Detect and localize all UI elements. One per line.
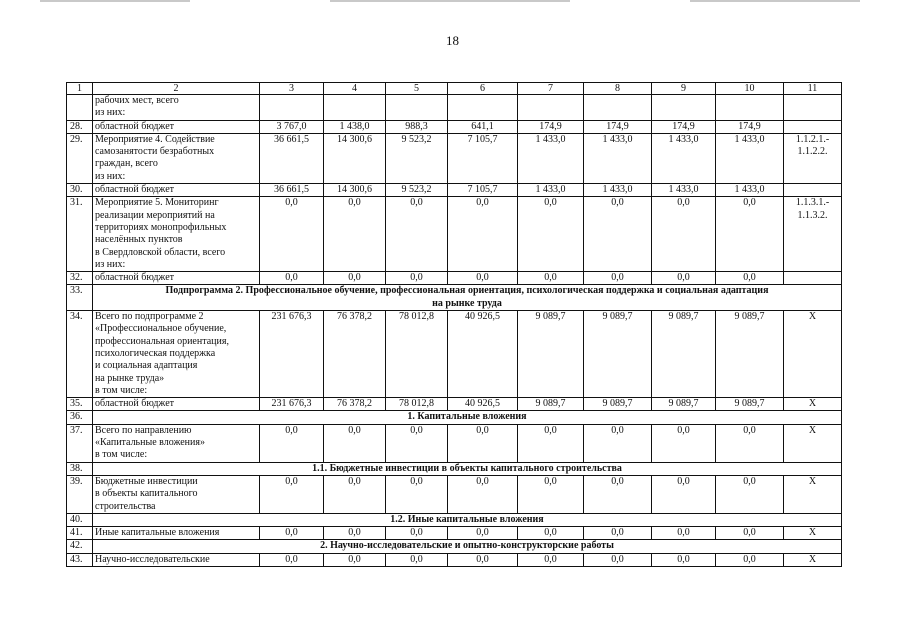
- target-code-text: Х: [808, 424, 817, 436]
- target-code: [784, 184, 842, 197]
- column-header: 5: [386, 83, 448, 95]
- value-cell: 9 523,2: [386, 184, 448, 197]
- value-cell: 0,0: [652, 424, 716, 462]
- value-cell: 0,0: [260, 272, 324, 285]
- section-title-text: 2. Научно-исследовательские и опытно-конструкторские работы: [320, 540, 614, 552]
- value-cell: 3 767,0: [260, 120, 324, 133]
- row-number: 29.: [67, 133, 93, 183]
- value-cell: [448, 95, 518, 121]
- value-cell: 0,0: [584, 475, 652, 513]
- value-cell: 231 676,3: [260, 398, 324, 411]
- table-row: [67, 95, 842, 121]
- value-cell: 0,0: [386, 475, 448, 513]
- value-cell: 0,0: [386, 272, 448, 285]
- table-row: [67, 133, 842, 183]
- value-cell: 0,0: [518, 475, 584, 513]
- target-code-text: Х: [808, 398, 817, 410]
- target-code: [784, 95, 842, 121]
- value-cell: 9 523,2: [386, 133, 448, 183]
- value-cell: 0,0: [652, 272, 716, 285]
- value-cell: 78 012,8: [386, 398, 448, 411]
- value-cell: 7 105,7: [448, 133, 518, 183]
- value-cell: 1 438,0: [324, 120, 386, 133]
- value-cell: 0,0: [652, 553, 716, 566]
- value-cell: 0,0: [324, 272, 386, 285]
- value-cell: 0,0: [716, 527, 784, 540]
- column-header: 10: [716, 83, 784, 95]
- value-cell: 0,0: [386, 424, 448, 462]
- table-row: [67, 424, 842, 462]
- row-number: 42.: [67, 540, 93, 553]
- target-code: [784, 553, 842, 566]
- target-code: [784, 272, 842, 285]
- value-cell: 78 012,8: [386, 311, 448, 398]
- row-name-text: Всего по подпрограмме 2 «Профессиональное обучение, профессиональная ориентация, психологическая поддержка и социальная адаптация на рынке труда» в том числе:: [95, 311, 229, 396]
- value-cell: 0,0: [448, 424, 518, 462]
- table-row: [67, 272, 842, 285]
- value-cell: 1 433,0: [716, 133, 784, 183]
- value-cell: 988,3: [386, 120, 448, 133]
- value-cell: 1 433,0: [716, 184, 784, 197]
- value-cell: 0,0: [518, 527, 584, 540]
- value-cell: 9 089,7: [584, 311, 652, 398]
- value-cell: 9 089,7: [584, 398, 652, 411]
- value-cell: 0,0: [386, 197, 448, 272]
- row-name-text: Мероприятие 4. Содействие самозанятости безработных граждан, всего из них:: [95, 133, 215, 182]
- target-code: [784, 133, 842, 183]
- row-number: 34.: [67, 311, 93, 398]
- value-cell: 1 433,0: [518, 184, 584, 197]
- value-cell: 0,0: [652, 527, 716, 540]
- column-header: 2: [93, 83, 260, 95]
- value-cell: 0,0: [260, 527, 324, 540]
- row-number: [67, 95, 93, 121]
- value-cell: 9 089,7: [652, 311, 716, 398]
- value-cell: 0,0: [324, 475, 386, 513]
- table-row: [67, 553, 842, 566]
- column-header: 6: [448, 83, 518, 95]
- row-number: 30.: [67, 184, 93, 197]
- target-code-text: 1.1.2.1.- 1.1.2.2.: [795, 133, 830, 158]
- target-code: [784, 197, 842, 272]
- section-title: [93, 513, 842, 526]
- value-cell: 0,0: [324, 527, 386, 540]
- section-row: [67, 411, 842, 424]
- value-cell: 14 300,6: [324, 184, 386, 197]
- value-cell: 0,0: [652, 475, 716, 513]
- top-scan-line-left: [40, 0, 190, 2]
- value-cell: 0,0: [260, 424, 324, 462]
- row-number: 36.: [67, 411, 93, 424]
- row-name: [93, 527, 260, 540]
- column-header: 9: [652, 83, 716, 95]
- row-number: 39.: [67, 475, 93, 513]
- target-code-text: 1.1.3.1.- 1.1.3.2.: [795, 197, 830, 221]
- value-cell: 174,9: [584, 120, 652, 133]
- row-name: [93, 424, 260, 462]
- row-name-text: рабочих мест, всего из них:: [95, 95, 179, 119]
- value-cell: 0,0: [584, 197, 652, 272]
- target-code: [784, 120, 842, 133]
- row-name-text: областной бюджет: [95, 398, 175, 410]
- value-cell: 9 089,7: [652, 398, 716, 411]
- column-header: 7: [518, 83, 584, 95]
- column-header: 1: [67, 83, 93, 95]
- value-cell: 0,0: [448, 272, 518, 285]
- section-row: [67, 540, 842, 553]
- value-cell: 0,0: [448, 527, 518, 540]
- row-name: [93, 120, 260, 133]
- top-scan-line-middle: [330, 0, 570, 2]
- row-name: [93, 311, 260, 398]
- value-cell: 0,0: [518, 197, 584, 272]
- value-cell: 231 676,3: [260, 311, 324, 398]
- column-header: 3: [260, 83, 324, 95]
- value-cell: 9 089,7: [716, 398, 784, 411]
- value-cell: [584, 95, 652, 121]
- value-cell: 1 433,0: [518, 133, 584, 183]
- section-row: [67, 513, 842, 526]
- row-name-text: Бюджетные инвестиции в объекты капитального строительства: [95, 475, 198, 512]
- row-number: 31.: [67, 197, 93, 272]
- row-number: 35.: [67, 398, 93, 411]
- target-code: [784, 311, 842, 398]
- row-name: [93, 553, 260, 566]
- value-cell: 0,0: [518, 553, 584, 566]
- row-name-text: Научно-исследовательские: [95, 553, 210, 565]
- value-cell: 9 089,7: [518, 398, 584, 411]
- target-code: [784, 398, 842, 411]
- value-cell: 0,0: [324, 424, 386, 462]
- value-cell: [716, 95, 784, 121]
- section-title-text: 1. Капитальные вложения: [407, 411, 527, 423]
- value-cell: 9 089,7: [518, 311, 584, 398]
- value-cell: 0,0: [584, 424, 652, 462]
- target-code: [784, 527, 842, 540]
- column-header: 8: [584, 83, 652, 95]
- value-cell: 40 926,5: [448, 398, 518, 411]
- section-title-text: Подпрограмма 2. Профессиональное обучение, профессиональная ориентация, психологическая поддержка и социальная адаптация на рынке труда: [165, 285, 769, 309]
- section-title: [93, 462, 842, 475]
- value-cell: 9 089,7: [716, 311, 784, 398]
- section-title-text: 1.1. Бюджетные инвестиции в объекты капитального строительства: [312, 462, 622, 474]
- value-cell: 0,0: [518, 272, 584, 285]
- table-row: [67, 184, 842, 197]
- value-cell: 641,1: [448, 120, 518, 133]
- column-header-row: [67, 83, 842, 95]
- table-row: [67, 398, 842, 411]
- value-cell: 0,0: [324, 197, 386, 272]
- target-code-text: Х: [808, 527, 817, 539]
- table-row: [67, 311, 842, 398]
- value-cell: 0,0: [260, 553, 324, 566]
- value-cell: 1 433,0: [652, 184, 716, 197]
- row-number: 40.: [67, 513, 93, 526]
- target-code: [784, 475, 842, 513]
- value-cell: [260, 95, 324, 121]
- value-cell: 76 378,2: [324, 398, 386, 411]
- value-cell: 0,0: [584, 553, 652, 566]
- value-cell: 0,0: [716, 553, 784, 566]
- value-cell: 174,9: [652, 120, 716, 133]
- row-name-text: Мероприятие 5. Мониторинг реализации мероприятий на территориях монопрофильных населённых пунктов в Свердловской области, всего из них:: [95, 197, 227, 270]
- row-name-text: Иные капитальные вложения: [95, 527, 220, 539]
- value-cell: 0,0: [584, 272, 652, 285]
- value-cell: 0,0: [518, 424, 584, 462]
- column-header: 4: [324, 83, 386, 95]
- value-cell: 0,0: [260, 197, 324, 272]
- value-cell: 0,0: [386, 553, 448, 566]
- value-cell: 40 926,5: [448, 311, 518, 398]
- row-number: 41.: [67, 527, 93, 540]
- value-cell: 7 105,7: [448, 184, 518, 197]
- row-name: [93, 272, 260, 285]
- value-cell: 1 433,0: [584, 133, 652, 183]
- row-name: [93, 197, 260, 272]
- value-cell: 174,9: [518, 120, 584, 133]
- table-row: [67, 527, 842, 540]
- row-number: 37.: [67, 424, 93, 462]
- row-name: [93, 95, 260, 121]
- row-name: [93, 184, 260, 197]
- value-cell: 0,0: [448, 553, 518, 566]
- table-row: [67, 197, 842, 272]
- value-cell: 1 433,0: [584, 184, 652, 197]
- table-row: [67, 120, 842, 133]
- budget-table: [66, 82, 842, 567]
- value-cell: 0,0: [584, 527, 652, 540]
- value-cell: 0,0: [260, 475, 324, 513]
- row-number: 33.: [67, 285, 93, 311]
- value-cell: 36 661,5: [260, 184, 324, 197]
- value-cell: 0,0: [324, 553, 386, 566]
- value-cell: 0,0: [716, 197, 784, 272]
- section-row: [67, 462, 842, 475]
- row-number: 38.: [67, 462, 93, 475]
- value-cell: [386, 95, 448, 121]
- value-cell: 1 433,0: [652, 133, 716, 183]
- row-name: [93, 398, 260, 411]
- value-cell: 14 300,6: [324, 133, 386, 183]
- row-number: 32.: [67, 272, 93, 285]
- row-name: [93, 475, 260, 513]
- target-code-text: Х: [808, 475, 817, 487]
- row-number: 28.: [67, 120, 93, 133]
- value-cell: 0,0: [716, 424, 784, 462]
- row-name-text: областной бюджет: [95, 120, 175, 132]
- section-title-text: 1.2. Иные капитальные вложения: [390, 513, 544, 525]
- page-number: 18: [446, 33, 459, 48]
- row-name-text: областной бюджет: [95, 184, 175, 196]
- value-cell: [518, 95, 584, 121]
- value-cell: 0,0: [448, 475, 518, 513]
- value-cell: 0,0: [716, 475, 784, 513]
- value-cell: 0,0: [652, 197, 716, 272]
- section-title: [93, 285, 842, 311]
- table-row: [67, 475, 842, 513]
- top-scan-line-right: [690, 0, 860, 2]
- value-cell: 0,0: [386, 527, 448, 540]
- value-cell: 76 378,2: [324, 311, 386, 398]
- value-cell: 0,0: [448, 197, 518, 272]
- row-name: [93, 133, 260, 183]
- row-name-text: Всего по направлению «Капитальные вложения» в том числе:: [95, 424, 205, 461]
- row-name-text: областной бюджет: [95, 272, 175, 284]
- value-cell: 0,0: [716, 272, 784, 285]
- section-title: [93, 540, 842, 553]
- value-cell: 174,9: [716, 120, 784, 133]
- column-header: 11: [784, 83, 842, 95]
- section-row: [67, 285, 842, 311]
- row-number: 43.: [67, 553, 93, 566]
- value-cell: [652, 95, 716, 121]
- target-code-text: Х: [808, 553, 817, 565]
- value-cell: [324, 95, 386, 121]
- target-code: [784, 424, 842, 462]
- section-title: [93, 411, 842, 424]
- value-cell: 36 661,5: [260, 133, 324, 183]
- target-code-text: Х: [808, 311, 817, 323]
